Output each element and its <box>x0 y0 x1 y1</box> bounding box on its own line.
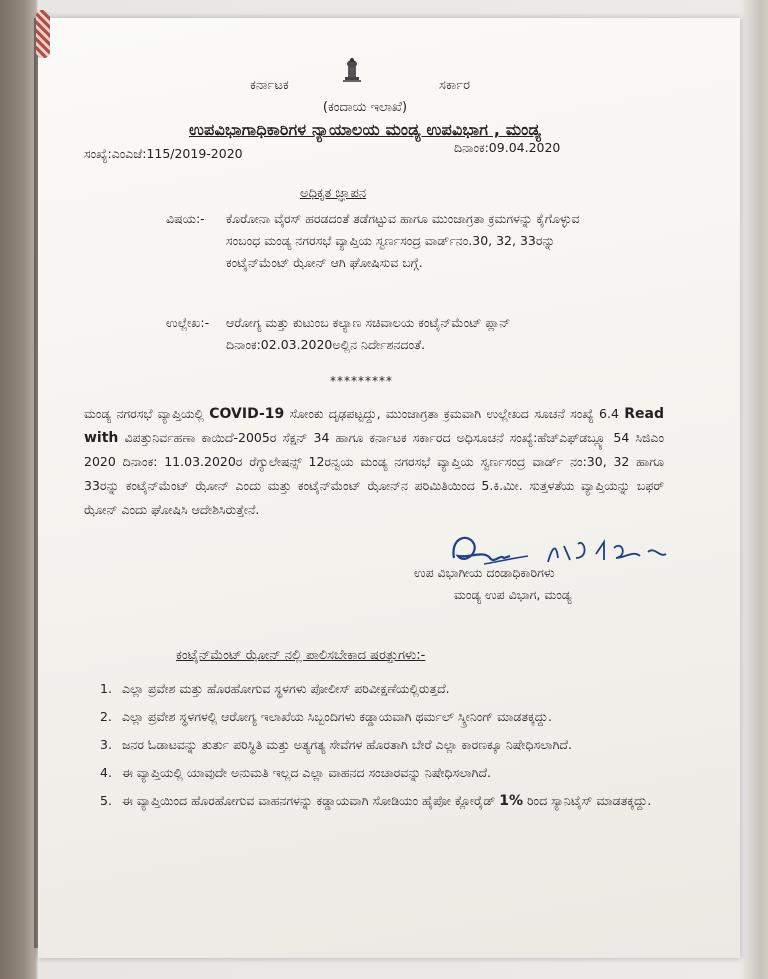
subject-label: ವಿಷಯ:- <box>166 211 205 226</box>
condition-number: 4. <box>100 765 112 780</box>
body-part-3: ವಿಪತ್ತುನಿರ್ವಹಣಾ ಕಾಯಿದೆ-2005ರ ಸೆಕ್ಷನ್ 34 ಹಾಗೂ ಕರ್ನಾಟಕ ಸರ್ಕಾರದ ಅಧಿಸೂಚನೆ ಸಂಖ್ಯೆ:ಹೆಚ್‌ಎಫ್‌ಡಬ್ಲ್ಯೂ 54 ಸಿಜಿಎಂ 2020 ದಿನಾಂಕ: 11.03.2020ರ ರೆಗ್ಯುಲೇಷನ್ಸ್ 12ರನ್ವಯ ಮಂಡ್ಯ ನಗರಸಭೆ ವ್ಯಾಪ್ತಿಯ ಸ್ವರ್ಣಸಂದ್ರ ವಾರ್ಡ್ ನಂ:30, 32 ಹಾಗೂ 33ರನ್ನು ಕಂಟೈನ್‌ಮೆಂಟ್ ಝೋನ್ ಎಂದು ಮತ್ತು ಕಂಟೈನ್‌ಮೆಂಟ್ ಝೋನ್‌ನ ಪರಿಮಿತಿಯಿಂದ 5.ಕಿ.ಮೀ. ಸುತ್ತಳತೆಯ ವ್ಯಾಪ್ತಿಯನ್ನು ಬಫರ್ ಝೋನ್ ಎಂದು ಘೋಷಿಸಿ ಆದೇಶಿಸಿರುತ್ತೇನೆ. <box>84 430 664 517</box>
condition-item <box>100 788 660 814</box>
conditions-list <box>100 676 660 817</box>
condition-number: 3. <box>100 737 112 752</box>
body-part-1: ಮಂಡ್ಯ ನಗರಸಭೆ ವ್ಯಾಪ್ತಿಯಲ್ಲಿ <box>84 406 210 421</box>
body-read-with-bold: Read with <box>84 406 664 446</box>
condition-item <box>100 704 660 729</box>
condition-number: 5. <box>100 793 112 808</box>
condition-text: ಜನರ ಓಡಾಟವನ್ನು ತುರ್ತು ಪರಿಸ್ಥಿತಿ ಮತ್ತು ಅತ್ಯಗತ್ಯ ಸೇವೆಗಳ ಹೊರತಾಗಿ ಬೇರೆ ಎಲ್ಲಾ ಕಾರಣಕ್ಕೂ ನಿಷೇಧಿಸಲಾಗಿದೆ. <box>122 737 572 752</box>
condition-item <box>100 760 660 785</box>
condition-text: ಎಲ್ಲಾ ಪ್ರವೇಶ ಸ್ಥಳಗಳಲ್ಲಿ ಆರೋಗ್ಯ ಇಲಾಖೆಯ ಸಿಬ್ಬಂದಿಗಳು ಕಡ್ಡಾಯವಾಗಿ ಥರ್ಮಲ್ ಸ್ಕ್ರೀನಿಂಗ್ ಮಾಡತಕ್ಕದ್ದು. <box>122 709 552 724</box>
state-name: ಕರ್ನಾಟಕ <box>250 78 289 93</box>
office-title: ಉಪವಿಭಾಗಾಧಿಕಾರಿಗಳ ನ್ಯಾಯಾಲಯ ಮಂಡ್ಯ ಉಪವಿಭಾಗ , ಮಂಡ್ಯ <box>188 120 542 139</box>
condition-number: 2. <box>100 709 112 724</box>
condition-text: ಈ ವ್ಯಾಪ್ತಿಯಲ್ಲಿ ಯಾವುದೇ ಅನುಮತಿ ಇಲ್ಲದ ಎಲ್ಲಾ ವಾಹನದ ಸಂಚಾರವನ್ನು ನಿಷೇಧಿಸಲಾಗಿದೆ. <box>122 765 492 780</box>
order-title: ಅಧಿಕೃತ ಜ್ಞಾಪನ <box>300 186 367 201</box>
government-header <box>250 78 470 93</box>
department-name: (ಕಂದಾಯ ಇಲಾಖೆ) <box>322 100 408 115</box>
condition-item <box>100 732 660 757</box>
body-covid-bold: COVID-19 <box>209 406 285 422</box>
separator-stars: ********* <box>330 374 393 388</box>
signatory-title: ಉಪ ವಿಭಾಗೀಯ ದಂಡಾಧಿಕಾರಿಗಳು <box>414 565 555 580</box>
reference-label: ಉಲ್ಲೇಖ:- <box>166 315 210 330</box>
condition-text-a: ಈ ವ್ಯಾಪ್ತಿಯಿಂದ ಹೊರಹೋಗುವ ವಾಹನಗಳನ್ನು ಕಡ್ಡಾಯವಾಗಿ ಸೋಡಿಯಂ ಹೈಪೋ ಕ್ಲೋರೈಡ್ <box>122 793 500 808</box>
signatory-office: ಮಂಡ್ಯ ಉಪ ವಿಭಾಗ, ಮಂಡ್ಯ <box>454 587 572 602</box>
condition-number: 1. <box>100 681 112 696</box>
file-tag-string <box>36 10 50 58</box>
condition-item <box>100 676 660 701</box>
reference-text: ಆರೋಗ್ಯ ಮತ್ತು ಕುಟುಂಬ ಕಲ್ಯಾಣ ಸಚಿವಾಲಯ ಕಂಟೈನ್‌ಮೆಂಟ್ ಪ್ಲಾನ್ ದಿನಾಂಕ:02.03.2020ಅಲ್ಲಿನ ನಿರ್ದೇಶನದಂತೆ. <box>226 315 511 352</box>
order-date: ದಿನಾಂಕ:09.04.2020 <box>454 140 561 155</box>
condition-text: ಎಲ್ಲಾ ಪ್ರವೇಶ ಮತ್ತು ಹೊರಹೋಗುವ ಸ್ಥಳಗಳು ಪೋಲೀಸ್ ಪರಿವೀಕ್ಷಣೆಯಲ್ಲಿರುತ್ತದೆ. <box>122 681 450 696</box>
body-part-2: ಸೋಂಕು ದೃಢಪಟ್ಟದ್ದು, ಮುಂಜಾಗ್ರತಾ ಕ್ರಮವಾಗಿ ಉಲ್ಲೇಖದ ಸೂಚನೆ ಸಂಖ್ಯೆ 6.4 <box>284 406 625 421</box>
order-body <box>84 402 664 522</box>
government-word: ಸರ್ಕಾರ <box>439 78 470 93</box>
conditions-title: ಕಂಟೈನ್‌ಮೆಂಟ್ ಝೋನ್ ನಲ್ಲಿ ಪಾಲಿಸಬೇಕಾದ ಷರತ್ತುಗಳು:- <box>176 648 426 663</box>
reference-number: ಸಂಖ್ಯೆ:ಎಂಎಜೆ:115/2019-2020 <box>84 146 243 161</box>
signatory-block <box>414 562 674 606</box>
subject-text: ಕೊರೋನಾ ವೈರಸ್ ಹರಡದಂತೆ ತಡೆಗಟ್ಟುವ ಹಾಗೂ ಮುಂಜಾಗ್ರತಾ ಕ್ರಮಗಳನ್ನು ಕೈಗೊಳ್ಳುವ ಸಂಬಂಧ ಮಂಡ್ಯ ನಗರಸಭೆ ವ್ಯಾಪ್ತಿಯ ಸ್ವರ್ಣಸಂದ್ರ ವಾರ್ಡ್‌ನಂ.30, 32, 33ರನ್ನು ಕಂಟೈನ್‌ಮೆಂಟ್ ಝೋನ್ ಆಗಿ ಘೋಷಿಸುವ ಬಗ್ಗೆ. <box>226 211 580 270</box>
condition-percent-bold: 1% <box>499 793 523 809</box>
condition-text-b: ರಿಂದ ಸ್ಯಾನಿಟೈಸ್ ಮಾಡತಕ್ಕದ್ದು. <box>522 793 652 808</box>
condition-text <box>122 793 651 808</box>
